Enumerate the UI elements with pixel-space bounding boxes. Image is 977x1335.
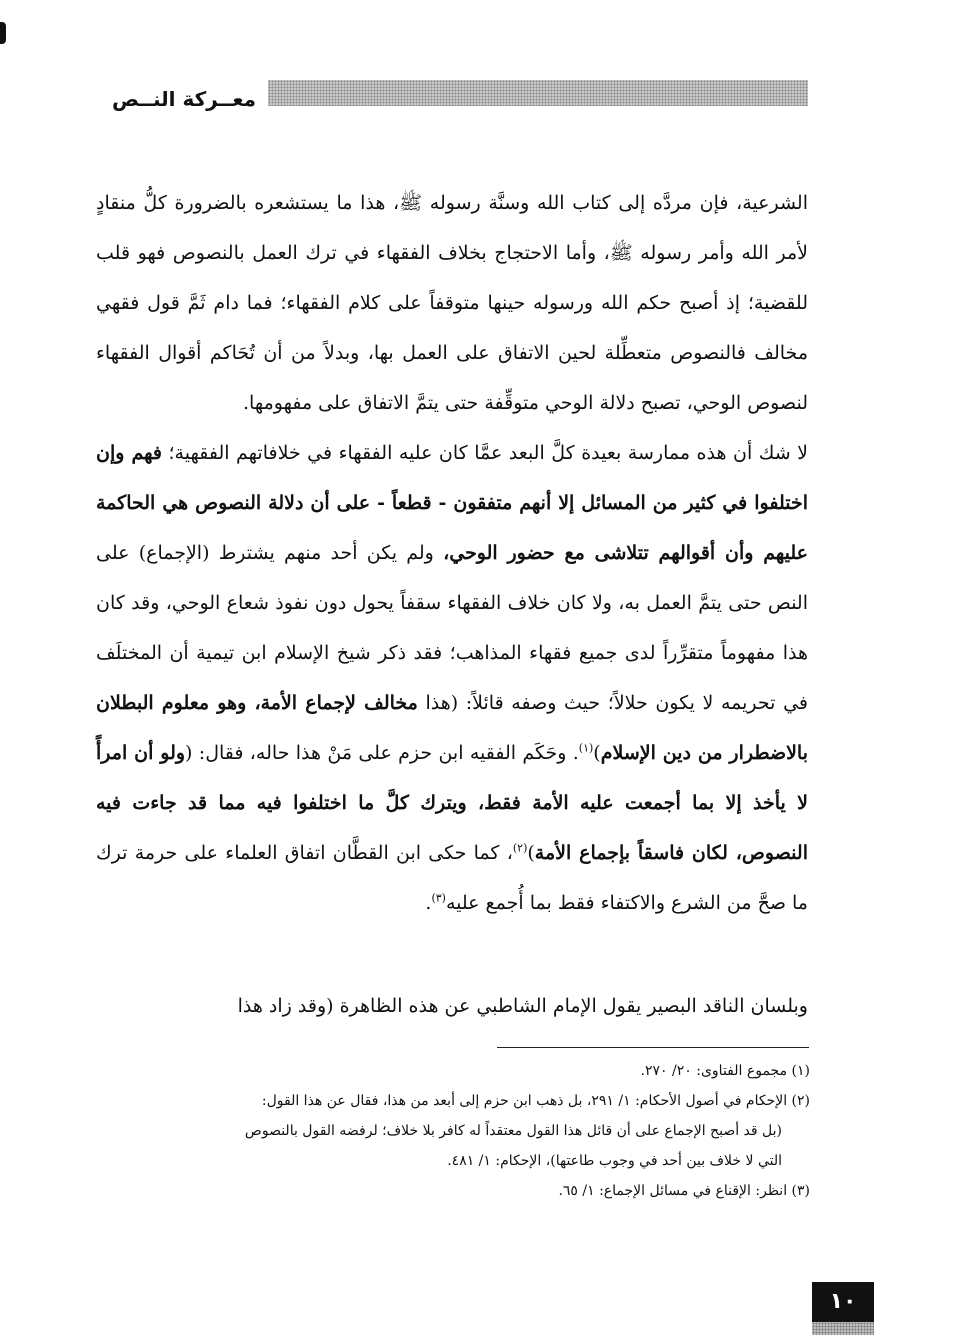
paragraph-2-middle-2: . وحَكَم الفقيه ابن حزم على مَنْ هذا حاله، فقال: ( [185, 742, 579, 764]
closing-paren-1: ) [593, 742, 601, 764]
bold-quote-1: فهم وإن اختلفوا في كثير من المسائل إلا أنهم متفقون - قطعاً - على أن دلالة النصوص هي الحاكمة عليهم وأن أقوالهم تتلاشى مع حضور الوحي، [96, 442, 808, 564]
footnote-1: (١) مجموع الفتاوى: ٢٠/ ٢٧٠. [640, 1063, 810, 1079]
paragraph-2-intro: لا شك أن هذه ممارسة بعيدة كلَّ البعد عمَّا كان عليه الفقهاء في خلافاتهم الفقهية؛ [168, 442, 809, 464]
page-edge-mark [0, 22, 6, 44]
paragraph-2 [96, 428, 808, 928]
footnote-marker-3[interactable]: (٣) [431, 891, 446, 905]
footnote-3: (٣) انظر: الإقناع في مسائل الإجماع: ١/ ٦٥. [558, 1183, 810, 1199]
paragraph-1 [96, 178, 808, 428]
footnote-2: (٢) الإحكام في أصول الأحكام: ١/ ٢٩١، بل ذهب ابن حزم إلى أبعد من هذا، فقال عن هذا القول: [261, 1093, 810, 1109]
paragraph-2-middle-1: ولم يكن أحد منهم يشترط (الإجماع) على النص حتى يتمَّ العمل به، ولا كان خلاف الفقهاء سقفاً يحول دون نفوذ شعاع الوحي، وقد كان هذا مفهوماً متقرِّراً لدى جميع فقهاء المذاهب؛ فقد ذكر شيخ الإسلام ابن تيمية أن المختلَف في تحريمه لا يكون حلالاً؛ حيث وصفه قائلاً: (هذا [96, 542, 808, 714]
bold-quote-ibn-hazm: ولو أن امرأً لا يأخذ إلا بما أجمعت عليه الأمة فقط، ويترك كلَّ ما اختلفوا فيه مما قد جاءت فيه النصوص، لكان فاسقاً بإجماع الأمة [96, 742, 808, 864]
bold-quote-ibn-taymiyyah: مخالف لإجماع الأمة، وهو معلوم البطلان بالاضطرار من دين الإسلام [96, 692, 808, 764]
paragraph-1-text: الشرعية، فإن مردَّه إلى كتاب الله وسنَّة رسوله ﷺ، هذا ما يستشعره بالضرورة كلُّ منقادٍ لأمر الله وأمر رسوله ﷺ، وأما الاحتجاج بخلاف الفقهاء في ترك العمل بالنصوص فهو قلب للقضية؛ إذ أصبح حكم الله ورسوله حينها متوقفاً على كلام الفقهاء؛ فما دام ثَمَّ قول فقهي مخالف فالنصوص متعطِّلة لحين الاتفاق على العمل بها، وبدلاً من أن تُحَاكم أقوال الفقهاء لنصوص الوحي، تصبح دلالة الوحي متوقِّفة حتى يتمَّ الاتفاق على مفهومها. [96, 192, 808, 414]
header-decorative-band [268, 80, 808, 106]
footnote-marker-1[interactable]: (١) [578, 741, 594, 755]
main-text [96, 178, 808, 928]
footnote-separator [497, 1047, 809, 1048]
page-number-decorative-band [812, 1322, 874, 1335]
paragraph-3: وبلسان الناقد البصير يقول الإمام الشاطبي عن هذه الظاهرة (وقد زاد هذا [237, 995, 808, 1017]
footnotes [96, 1056, 810, 1206]
footnote-marker-2[interactable]: (٢) [512, 841, 528, 855]
paragraph-2-middle-3: ، كما حكى ابن القطَّان اتفاق العلماء على حرمة ترك ما صحَّ من الشرع والاكتفاء فقط بما أُجمع عليه [96, 842, 808, 914]
closing-paren-2: ) [527, 842, 535, 864]
footnote-2-line-3: التي لا خلاف بين أحد في وجوب طاعتها)، الإحكام: ١/ ٤٨١. [447, 1153, 782, 1169]
paragraph-2-end: . [425, 892, 432, 914]
running-header-title: معــركة النــص [112, 87, 256, 111]
page-number: ١٠ [812, 1282, 874, 1322]
footnote-2-line-2: (بل قد أصبح الإجماع على أن قائل هذا القول معتقداً له كافر بلا خلاف؛ لرفضه القول بالنصوص [244, 1123, 782, 1139]
